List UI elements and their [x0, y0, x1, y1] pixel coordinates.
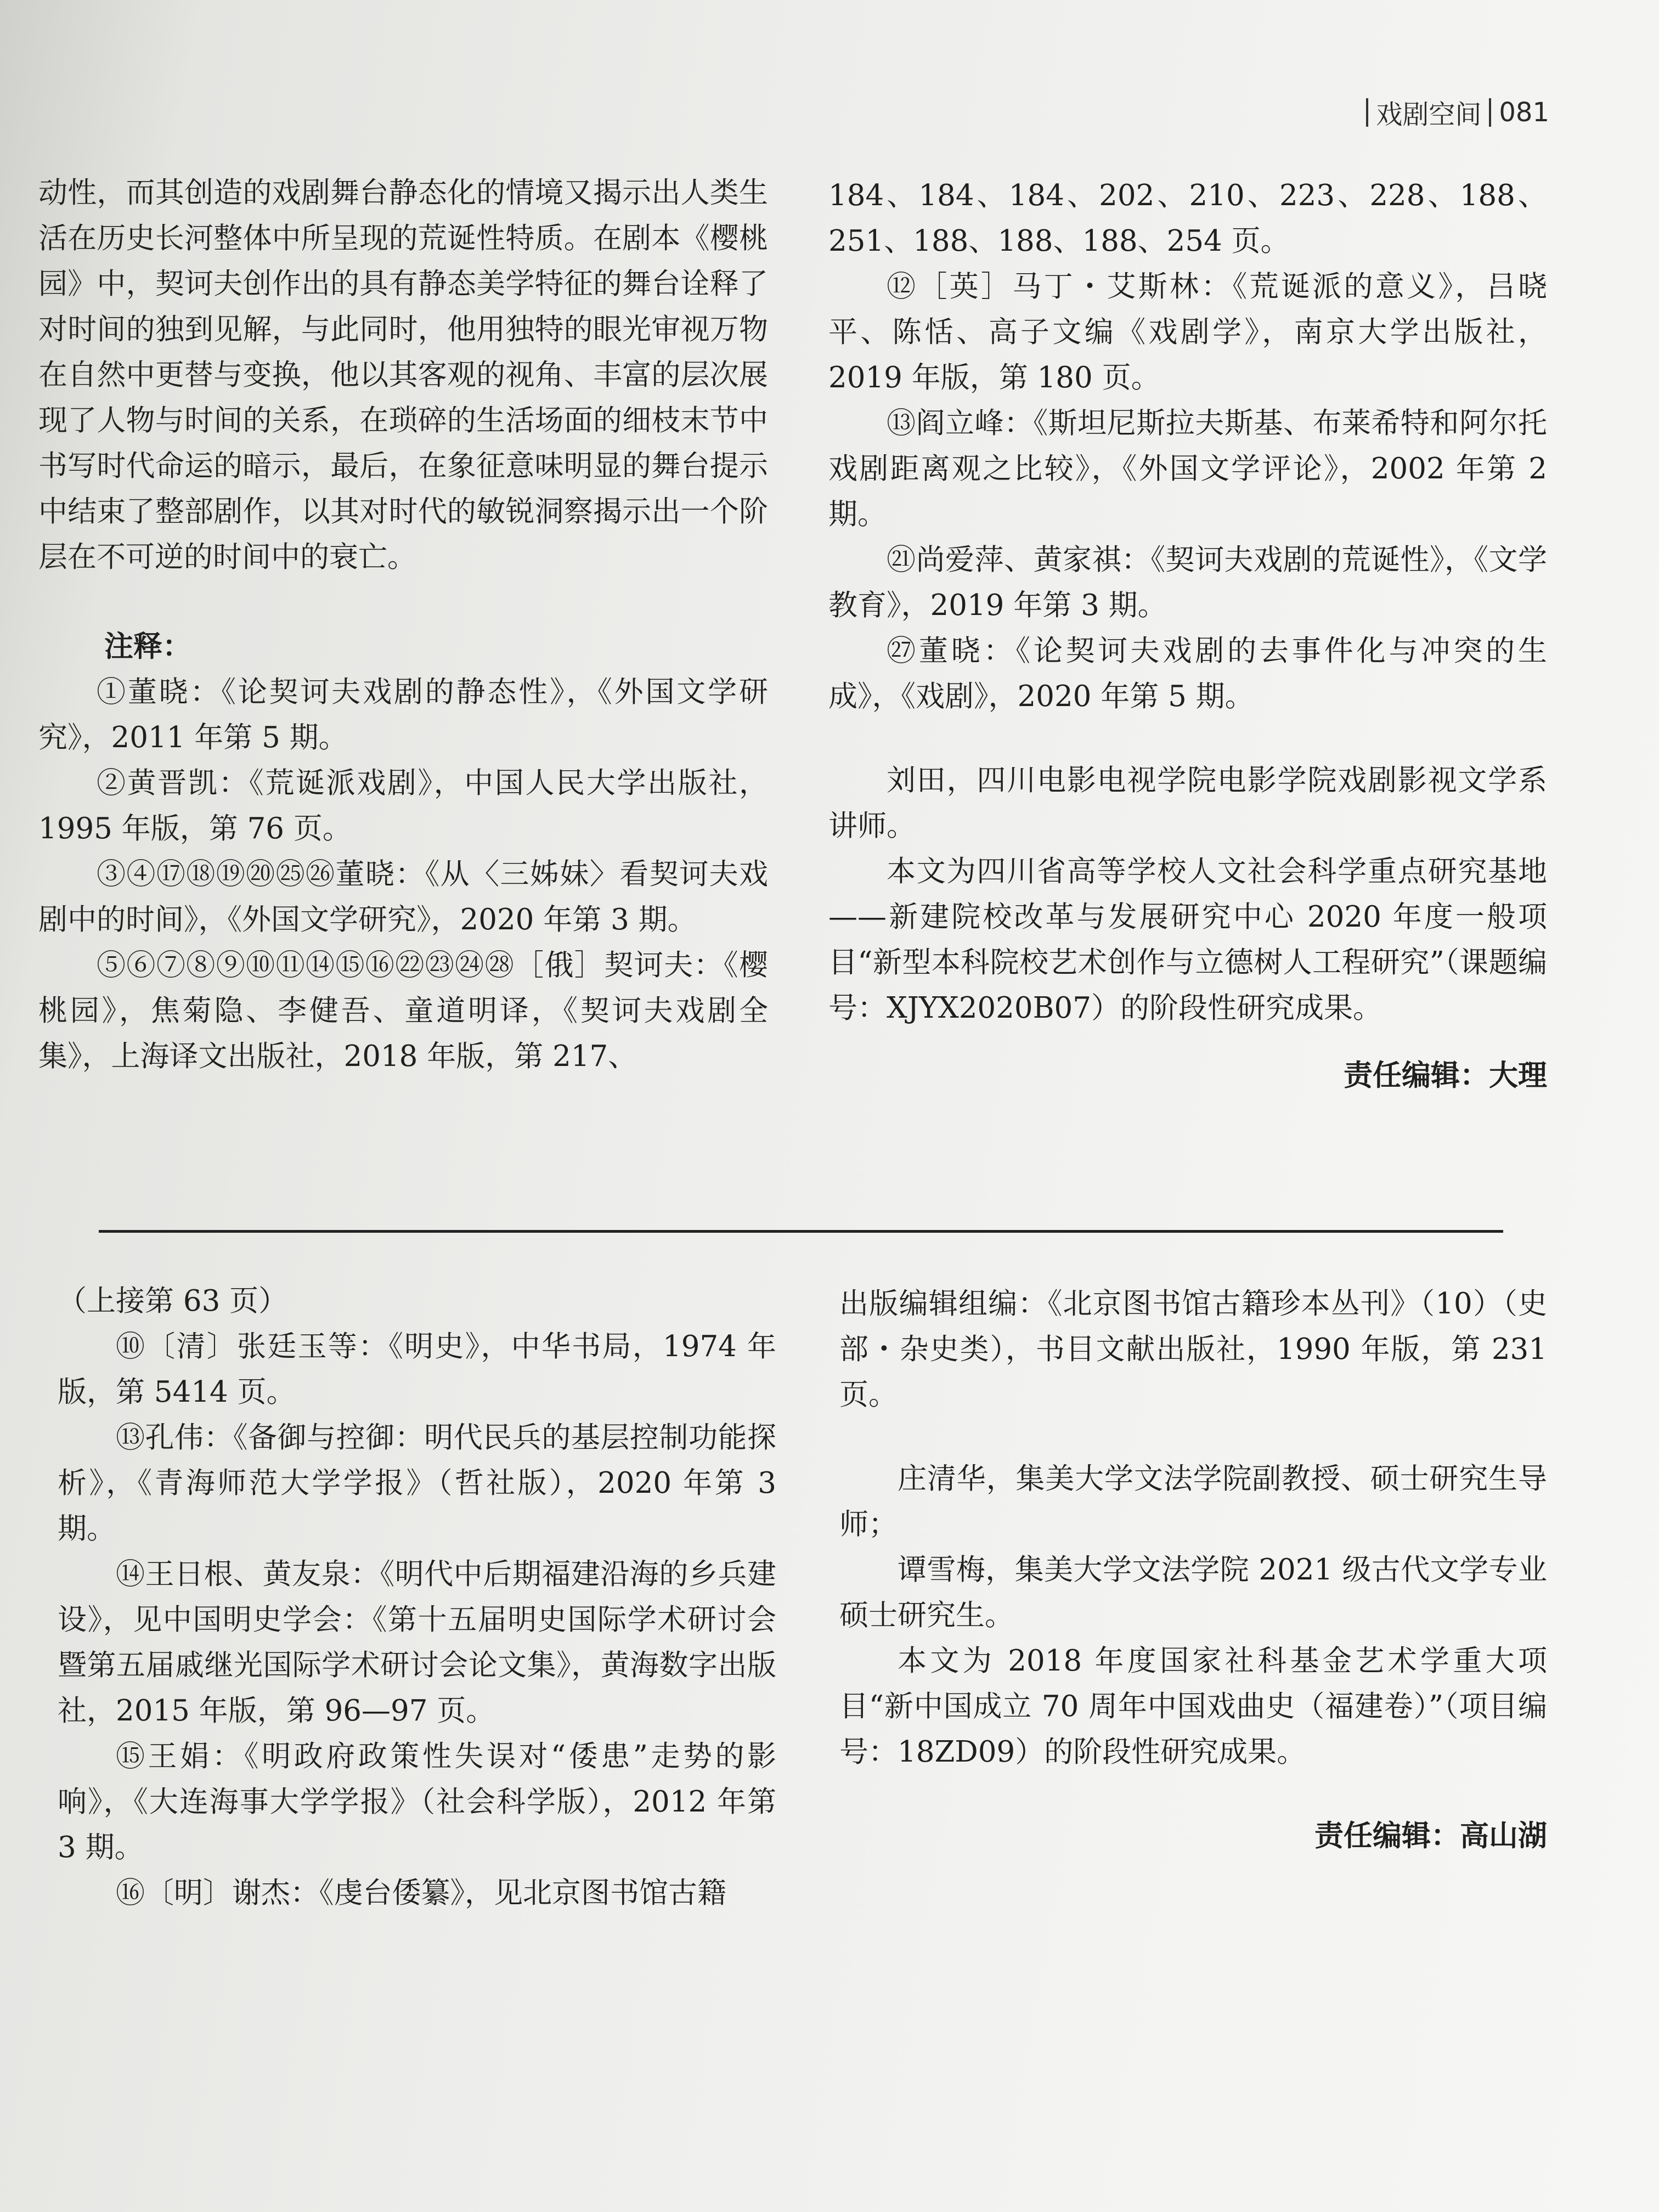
top-left-column: [38, 170, 768, 1079]
author-bio: 谭雪梅，集美大学文法学院 2021 级古代文学专业硕士研究生。: [839, 1553, 1547, 1632]
footnote: ㉗董晓：《论契诃夫戏剧的去事件化与冲突的生成》，《戏剧》，2020 年第 5 期。: [828, 634, 1547, 713]
page-number: 081: [1499, 97, 1549, 128]
footnote: ⑮王娟：《明政府政策性失误对“倭患”走势的影响》，《大连海事大学学报》（社会科学版），2012 年第 3 期。: [58, 1740, 776, 1864]
body-paragraph: 动性，而其创造的戏剧舞台静态化的情境又揭示出人类生活在历史长河整体中所呈现的荒诞性特质。在剧本《樱桃园》中，契诃夫创作出的具有静态美学特征的舞台诠释了对时间的独到见解，与此同时，他用独特的眼光审视万物在自然中更替与变换，他以其客观的视角、丰富的层次展现了人物与时间的关系，在琐碎的生活场面的细枝末节中书写时代命运的暗示，最后，在象征意味明显的舞台提示中结束了整部剧作，以其对时代的敏锐洞察揭示出一个阶层在不可逆的时间中的衰亡。: [38, 176, 768, 574]
footnote: ⑬孔伟：《备御与控御：明代民兵的基层控制功能探析》，《青海师范大学学报》（哲社版），2020 年第 3 期。: [58, 1421, 776, 1545]
section-title: 戏剧空间: [1376, 99, 1482, 130]
notes-label: 注释：: [104, 630, 191, 663]
footnote: ③④⑰⑱⑲⑳㉕㉖董晓：《从〈三姊妹〉看契诃夫戏剧中的时间》，《外国文学研究》，2020 年第 3 期。: [38, 857, 768, 936]
author-bio: 庄清华，集美大学文法学院副教授、硕士研究生导师；: [839, 1462, 1547, 1541]
header-divider: [1366, 98, 1368, 127]
header-divider: [1489, 98, 1491, 127]
responsible-editor: 责任编辑：大理: [1344, 1059, 1547, 1092]
footnote: ①董晓：《论契诃夫戏剧的静态性》，《外国文学研究》，2011 年第 5 期。: [38, 675, 768, 754]
footnote: ⑯〔明〕谢杰：《虔台倭纂》，见北京图书馆古籍: [116, 1876, 726, 1910]
author-bio: 刘田，四川电影电视学院电影学院戏剧影视文学系讲师。: [828, 764, 1547, 843]
footnote: ⑫［英］马丁・艾斯林：《荒诞派的意义》，吕晓平、陈恬、高子文编《戏剧学》，南京大学出版社，2019 年版，第 180 页。: [828, 270, 1547, 394]
bottom-left-column: [58, 1278, 776, 1916]
continued-from-label: （上接第 63 页）: [58, 1284, 288, 1318]
footnote: ⑩〔清〕张廷玉等：《明史》，中华书局，1974 年版，第 5414 页。: [58, 1330, 776, 1409]
footnote: ⑤⑥⑦⑧⑨⑩⑪⑭⑮⑯㉒㉓㉔㉘［俄］契诃夫：《樱桃园》，焦菊隐、李健吾、童道明译，《契诃夫戏剧全集》，上海译文出版社，2018 年版，第 217、: [38, 949, 768, 1073]
footnote: ㉑尚爱萍、黄家祺：《契诃夫戏剧的荒诞性》，《文学教育》，2019 年第 3 期。: [828, 543, 1547, 622]
footnote-continuation: 出版编辑组编：《北京图书馆古籍珍本丛刊》（10）（史部・杂史类），书目文献出版社，1990 年版，第 231 页。: [839, 1287, 1547, 1412]
footnote: ②黄晋凯：《荒诞派戏剧》，中国人民大学出版社，1995 年版，第 76 页。: [38, 766, 768, 845]
section-divider: [99, 1230, 1503, 1233]
footnote: ⑭王日根、黄友泉：《明代中后期福建沿海的乡兵建设》，见中国明史学会：《第十五届明史国际学术研讨会暨第五届戚继光国际学术研讨会论文集》，黄海数字出版社，2015 年版，第 96—97 页。: [58, 1558, 776, 1728]
funding-note: 本文为四川省高等学校人文社会科学重点研究基地——新建院校改革与发展研究中心 2020 年度一般项目“新型本科院校艺术创作与立德树人工程研究”（课题编号：XJYX2020B07）的阶段性研究成果。: [828, 855, 1547, 1025]
funding-note: 本文为 2018 年度国家社科基金艺术学重大项目“新中国成立 70 周年中国戏曲史（福建卷）”（项目编号：18ZD09）的阶段性研究成果。: [839, 1644, 1547, 1769]
footnote-continuation: 184、184、184、202、210、223、228、188、251、188、188、188、254 页。: [828, 179, 1547, 258]
running-header: [1366, 93, 1549, 131]
footnote: ⑬阎立峰：《斯坦尼斯拉夫斯基、布莱希特和阿尔托戏剧距离观之比较》，《外国文学评论》，2002 年第 2 期。: [828, 407, 1547, 531]
bottom-right-column: [839, 1281, 1547, 1859]
top-right-column: [828, 173, 1547, 1098]
responsible-editor: 责任编辑：高山湖: [1314, 1819, 1547, 1853]
